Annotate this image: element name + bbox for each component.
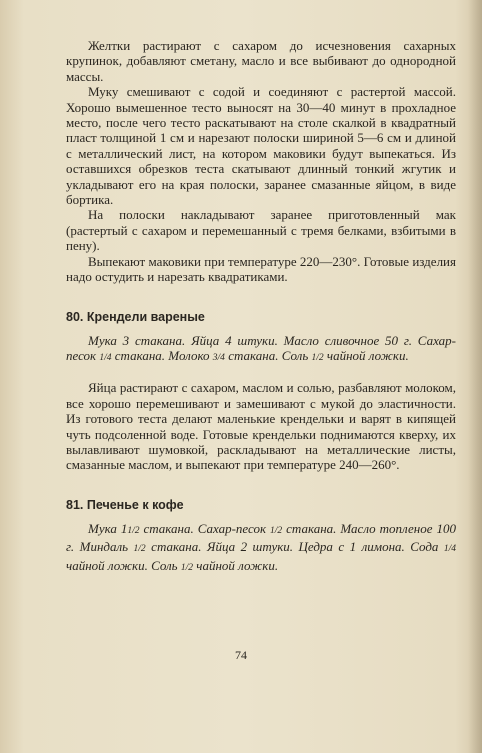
fraction: 1/2 <box>180 562 193 573</box>
ingredients-text: Мука 1 <box>88 520 128 536</box>
ingredients-list <box>66 521 456 576</box>
section-gap <box>66 285 456 309</box>
ingredients-text: чайной ложки. <box>326 347 409 363</box>
recipe-title: 81. Печенье к кофе <box>66 497 184 512</box>
fraction: 1/2 <box>311 352 324 363</box>
ingredients-text: чайной ложки. <box>196 557 279 573</box>
ingredients-text: стакана. Яйца 2 штуки. Цедра с 1 лимона. Сода <box>151 539 439 555</box>
ingredients-text: стакана. Соль <box>228 347 309 363</box>
ingredients-text: чайной ложки. Соль <box>66 557 178 573</box>
paragraph: На полоски накладывают заранее приготовленный мак (растертый с сахаром и перемешанный с тремя белками, взбитыми в пену). <box>66 207 456 254</box>
fraction: 3/4 <box>212 352 225 363</box>
fraction: 1/2 <box>270 525 283 536</box>
page-edge-shadow <box>468 0 482 753</box>
paragraph: Желтки растирают с сахаром до исчезновения сахарных крупинок, добавляют сметану, масло и все выбивают до однородной массы. <box>66 38 456 84</box>
fraction: 1/4 <box>443 544 457 555</box>
section-gap <box>66 473 456 497</box>
recipe-title: 80. Крендели вареные <box>66 309 205 324</box>
ingredients-text: стакана. Масло топленое 100 г. Миндаль <box>66 520 456 555</box>
fraction: 1/2 <box>133 544 146 555</box>
page-number: 74 <box>235 648 247 662</box>
ingredients-text: стакана. Сахар-песок <box>143 520 267 536</box>
fraction: 1/4 <box>99 352 112 363</box>
ingredients-text: Мука 3 стакана. Яйца 4 штуки. Масло сливочное 50 г. Сахар-песок <box>66 332 456 363</box>
page-content <box>66 38 456 590</box>
fraction: 1/2 <box>127 525 140 536</box>
ingredients-text: стакана. Молоко <box>114 347 210 363</box>
recipe-method: Яйца растирают с сахаром, маслом и солью, разбавляют молоком, все хорошо перемешивают и замешивают с мукой до эластичности. Из готового теста делают маленькие крендельки и варят в кипящей чуть подсоленной воде. Готовые крендельки поднимаются кверху, их вылавливают шумовкой, раскладывают на металлические листы, смазанные маслом, и выпекают при температуре 240—260°. <box>66 380 456 473</box>
paragraph: Выпекают маковики при температуре 220—230°. Готовые изделия надо остудить и нарезать квадратиками. <box>66 253 456 285</box>
paragraph: Муку смешивают с содой и соединяют с растертой массой. Хорошо вымешенное тесто выносят на 30—40 минут в прохладное место, после чего тесто раскатывают на столе скалкой в квадратный пласт толщиной 1 см и нарезают полоски шириной 5—6 см и длиной с металлический лист, на котором маковики будут выпекаться. Из оставшихся обрезков теста скатывают длинный тонкий жгутик и укладывают его на края полоски, заранее смазанные яйцом, в виде бортика. <box>66 84 456 208</box>
ingredients-list <box>66 333 456 367</box>
